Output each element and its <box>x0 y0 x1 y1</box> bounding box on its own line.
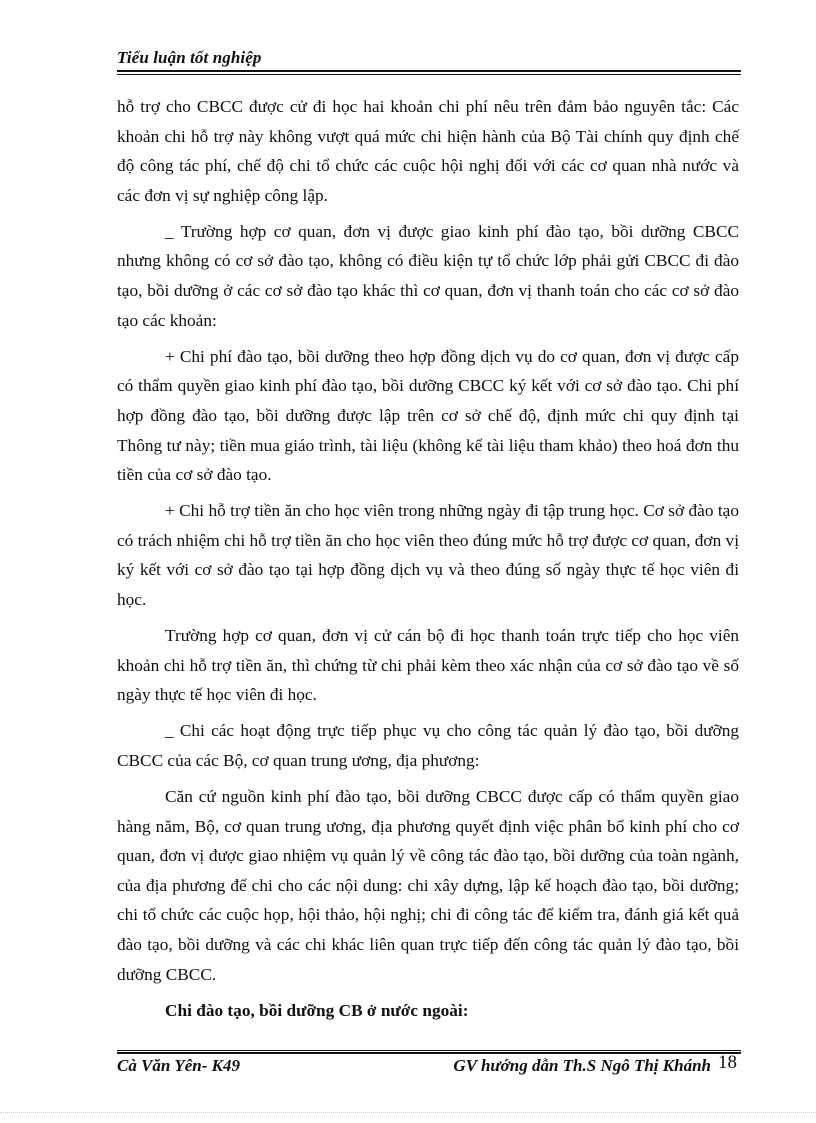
section-heading: Chi đào tạo, bồi dưỡng CB ở nước ngoài: <box>165 1000 469 1020</box>
paragraph-7: Căn cứ nguồn kinh phí đào tạo, bồi dưỡng CBCC được cấp có thẩm quyền giao hàng năm, Bộ, cơ quan trung ương, địa phương quyết định việc phân bổ kinh phí cho cơ quan, đơn vị được giao nhiệm vụ quản lý về công tác đào tạo, bồi dưỡng của toàn ngành, của địa phương để chi cho các nội dung: chi xây dựng, lập kế hoạch đào tạo, bồi dưỡng; chi tổ chức các cuộc họp, hội thảo, hội nghị; chi đi công tác để kiểm tra, đánh giá kết quả đào tạo, bồi dưỡng và các chi khác liên quan trực tiếp đến công tác quản lý đào tạo, bồi dưỡng CBCC. <box>117 787 739 984</box>
page-header <box>117 48 741 68</box>
paragraph-3: + Chi phí đào tạo, bồi dưỡng theo hợp đồng dịch vụ do cơ quan, đơn vị được cấp có thẩm quyền giao kinh phí đào tạo, bồi dưỡng CBCC ký kết với cơ sở đào tạo. Chi phí hợp đồng đào tạo, bồi dưỡng được lập trên cơ sở chế độ, định mức chi quy định tại Thông tư này; tiền mua giáo trình, tài liệu (không kể tài liệu tham khảo) theo hoá đơn thu tiền của cơ sở đào tạo. <box>117 346 739 485</box>
footer-advisor: GV hướng dẫn Th.S Ngô Thị Khánh <box>453 1056 711 1075</box>
paragraph-6: _ Chi các hoạt động trực tiếp phục vụ cho công tác quản lý đào tạo, bồi dưỡng CBCC của các Bộ, cơ quan trung ương, địa phương: <box>117 721 739 770</box>
paragraph-5: Trường hợp cơ quan, đơn vị cử cán bộ đi học thanh toán trực tiếp cho học viên khoản chi hỗ trợ tiền ăn, thì chứng từ chi phải kèm theo xác nhận của cơ sở đào tạo về số ngày thực tế học viên đi học. <box>117 626 739 705</box>
footer-rule-thin <box>117 1050 741 1051</box>
page-footer <box>117 1052 741 1076</box>
paragraph-4: + Chi hỗ trợ tiền ăn cho học viên trong những ngày đi tập trung học. Cơ sở đào tạo có trách nhiệm chi hỗ trợ tiền ăn cho học viên theo đúng mức hỗ trợ được cơ quan, đơn vị ký kết với cơ sở đào tạo tại hợp đồng dịch vụ và theo đúng số ngày thực tế học viên đi học. <box>117 501 739 609</box>
paragraph-1: hỗ trợ cho CBCC được cử đi học hai khoản chi phí nêu trên đảm bảo nguyên tắc: Các khoản chi hỗ trợ này không vượt quá mức chi hiện hành của Bộ Tài chính quy định chế độ công tác phí, chế độ chi tổ chức các cuộc hội nghị đối với các cơ quan nhà nước và các đơn vị sự nghiệp công lập. <box>117 97 739 205</box>
paragraph-2: _ Trường hợp cơ quan, đơn vị được giao kinh phí đào tạo, bồi dưỡng CBCC nhưng không có cơ sở đào tạo, không có điều kiện tự tổ chức lớp phải gửi CBCC đi đào tạo, bồi dưỡng ở các cơ sở đào tạo khác thì cơ quan, đơn vị thanh toán cho các cơ sở đào tạo các khoản: <box>117 221 739 330</box>
page-number: 18 <box>718 1052 737 1073</box>
header-rule-thin <box>117 74 741 75</box>
footer-author: Cà Văn Yên- K49 <box>117 1056 240 1075</box>
page-edge-divider <box>0 1112 816 1113</box>
header-rule-thick <box>117 70 741 72</box>
header-title: Tiểu luận tốt nghiệp <box>117 48 262 67</box>
body-text <box>117 92 739 1032</box>
